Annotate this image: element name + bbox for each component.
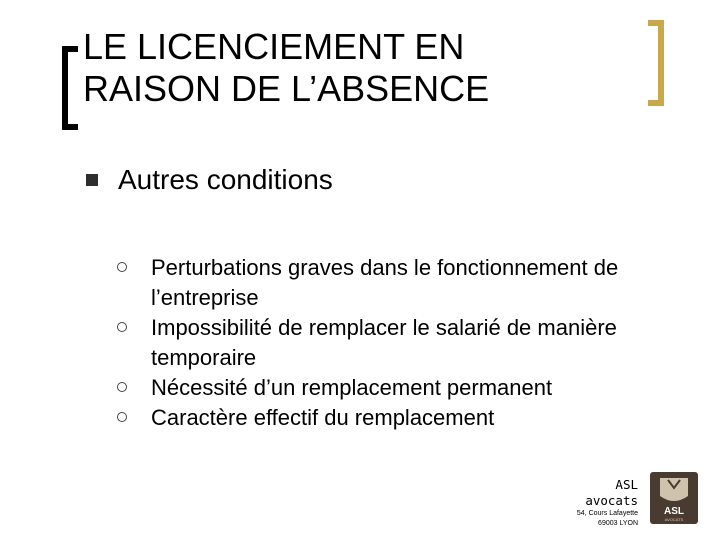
logo-text: ASL (664, 506, 684, 517)
title-line-1: LE LICENCIEMENT EN (83, 26, 465, 67)
firm-name-line-2: avocats (585, 493, 638, 508)
sub-bullet-item (117, 253, 677, 313)
firm-logo (650, 472, 698, 524)
firm-address-line-2: 69003 LYON (598, 520, 638, 527)
square-bullet-icon (86, 174, 98, 186)
firm-branding (577, 477, 638, 529)
ring-bullet-icon (117, 322, 127, 332)
sub-bullet-text: Perturbations graves dans le fonctionnement de l’entreprise (151, 255, 619, 310)
slide-title (83, 26, 623, 110)
right-bracket-decoration (648, 20, 664, 106)
sub-bullet-text: Nécessité d’un remplacement permanent (151, 375, 553, 400)
ring-bullet-icon (117, 412, 127, 422)
sub-bullet-text: Caractère effectif du remplacement (151, 405, 495, 430)
sub-bullet-item (117, 403, 677, 433)
ring-bullet-icon (117, 262, 127, 272)
level1-bullet-item (86, 162, 333, 198)
logo-subtext: AVOCATS (664, 517, 684, 522)
sub-bullet-list (117, 253, 677, 433)
level1-text: Autres conditions (118, 164, 333, 195)
sub-bullet-text: Impossibilité de remplacer le salarié de manière temporaire (151, 315, 617, 370)
firm-address-line-1: 54, Cours Lafayette (576, 510, 638, 517)
sub-bullet-item (117, 313, 677, 373)
ring-bullet-icon (117, 382, 127, 392)
title-line-2: RAISON DE L’ABSENCE (83, 68, 490, 109)
firm-name-line-1: ASL (615, 477, 638, 492)
left-bracket-decoration (62, 46, 78, 130)
sub-bullet-item (117, 373, 677, 403)
